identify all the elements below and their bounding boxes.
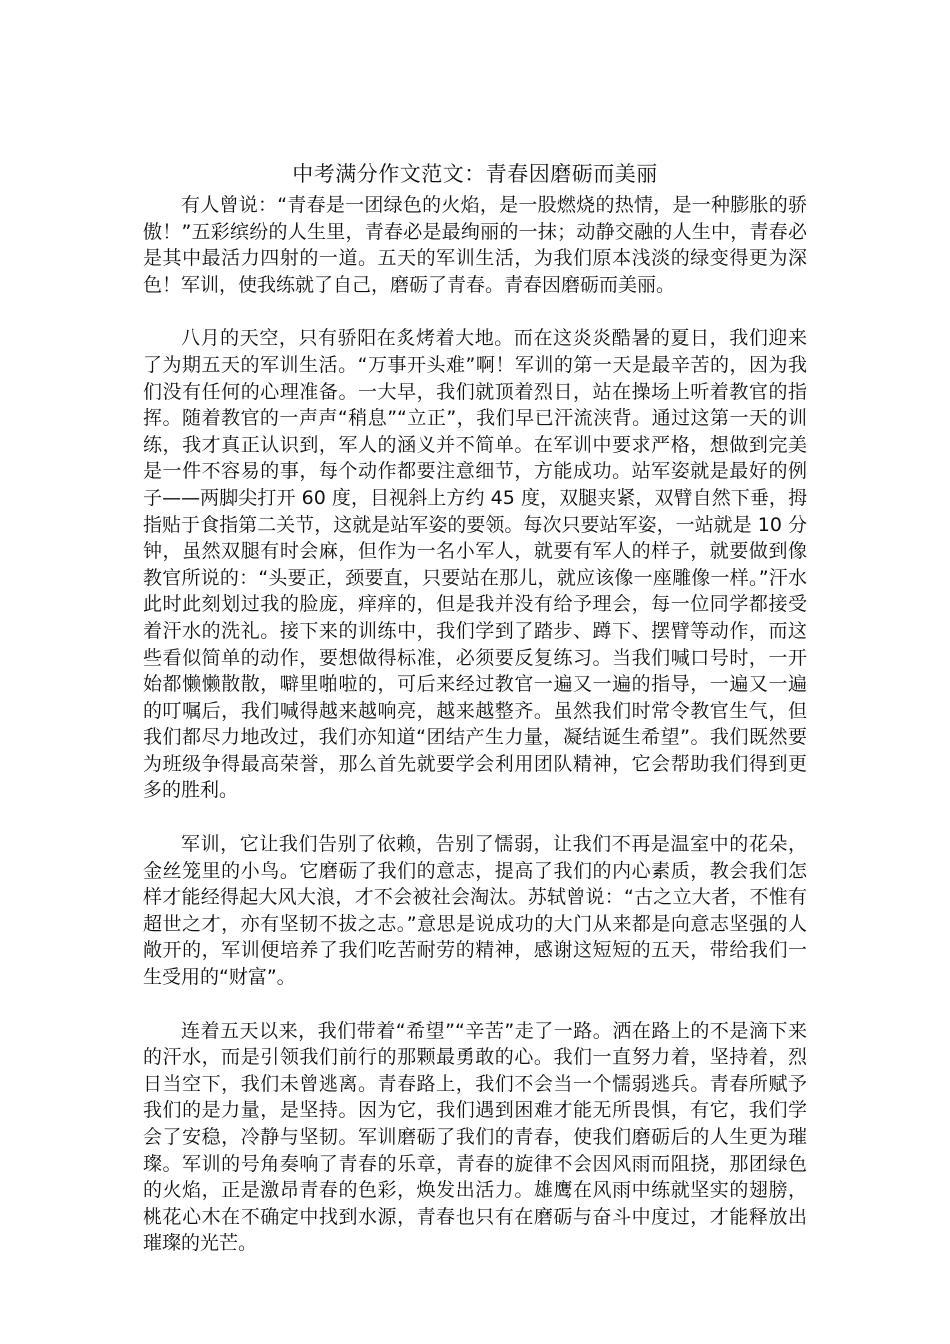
essay-body — [143, 158, 807, 1257]
essay-title: 中考满分作文范文：青春因磨砺而美丽 — [292, 162, 658, 186]
paragraph-conclusion: 连着五天以来，我们带着“希望”“辛苦”走了一路。洒在路上的不是滴下来的汗水，而是引领我们前行的那颗最勇敢的心。我们一直努力着，坚持着，烈日当空下，我们未曾逃离。青春路上，我们不会当一个懦弱逃兵。青春所赋予我们的是力量，是坚持。因为它，我们遇到困难才能无所畏惧，有它，我们学会了安稳，冷静与坚韧。军训磨砺了我们的青春，使我们磨砺后的人生更为璀璨。军训的号角奏响了青春的乐章，青春的旋律不会因风雨而阻挠，那团绿色的火焰，正是激昂青春的色彩，焕发出活力。雄鹰在风雨中练就坚实的翅膀，桃花心木在不确定中找到水源，青春也只有在磨砺与奋斗中度过，才能释放出璀璨的光芒。 — [143, 1019, 807, 1255]
paragraph-training: 八月的天空，只有骄阳在炙烤着大地。而在这炎炎酷暑的夏日，我们迎来了为期五天的军训生活。“万事开头难”啊！军训的第一天是最辛苦的，因为我们没有任何的心理准备。一大早，我们就顶着烈日，站在操场上听着教官的指挥。随着教官的一声声“稍息”“立正”，我们早已汗流浃背。通过这第一天的训练，我才真正认识到，军人的涵义并不简单。在军训中要求严格，想做到完美是一件不容易的事，每个动作都要注意细节，方能成功。站军姿就是最好的例子——两脚尖打开 60 度，目视斜上方约 45 度，双腿夹紧，双臂自然下垂，拇指贴于食指第二关节，这就是站军姿的要领。每次只要站军姿，一站就是 10 分钟，虽然双腿有时会麻，但作为一名小军人，就要有军人的样子，就要做到像教官所说的：“头要正，颈要直，只要站在那儿，就应该像一座雕像一样。”汗水此时此刻划过我的脸庞，痒痒的，但是我并没有给予理会，每一位同学都接受着汗水的洗礼。接下来的训练中，我们学到了踏步、蹲下、摆臂等动作，而这些看似简单的动作，要想做得标准，必须要反复练习。当我们喊口号时，一开始都懒懒散散，噼里啪啦的，可后来经过教官一遍又一遍的指导，一遍又一遍的叮嘱后，我们喊得越来越响亮，越来越整齐。虽然我们时常令教官生气，但我们都尽力地改过，我们亦知道“团结产生力量，凝结诞生希望”。我们既然要为班级争得最高荣誉，那么首先就要学会利用团队精神，它会帮助我们得到更多的胜利。 — [143, 327, 807, 802]
paragraph-intro: 有人曾说：“青春是一团绿色的火焰，是一股燃烧的热情，是一种膨胀的骄傲！”五彩缤纷的人生里，青春必是最绚丽的一抹；动静交融的人生中，青春必是其中最活力四射的一道。五天的军训生活，为我们原本浅淡的绿变得更为深色！军训，使我练就了自己，磨砺了青春。青春因磨砺而美丽。 — [143, 194, 807, 296]
paragraph-growth: 军训，它让我们告别了依赖，告别了懦弱，让我们不再是温室中的花朵，金丝笼里的小鸟。它磨砺了我们的意志，提高了我们的内心素质，教会我们怎样才能经得起大风大浪，才不会被社会淘汰。苏轼曾说：“古之立大者，不惟有超世之才，亦有坚韧不拔之志。”意思是说成功的大门从来都是向意志坚强的人敞开的，军训便培养了我们吃苦耐劳的精神，感谢这短短的五天，带给我们一生受用的“财富”。 — [143, 833, 807, 989]
